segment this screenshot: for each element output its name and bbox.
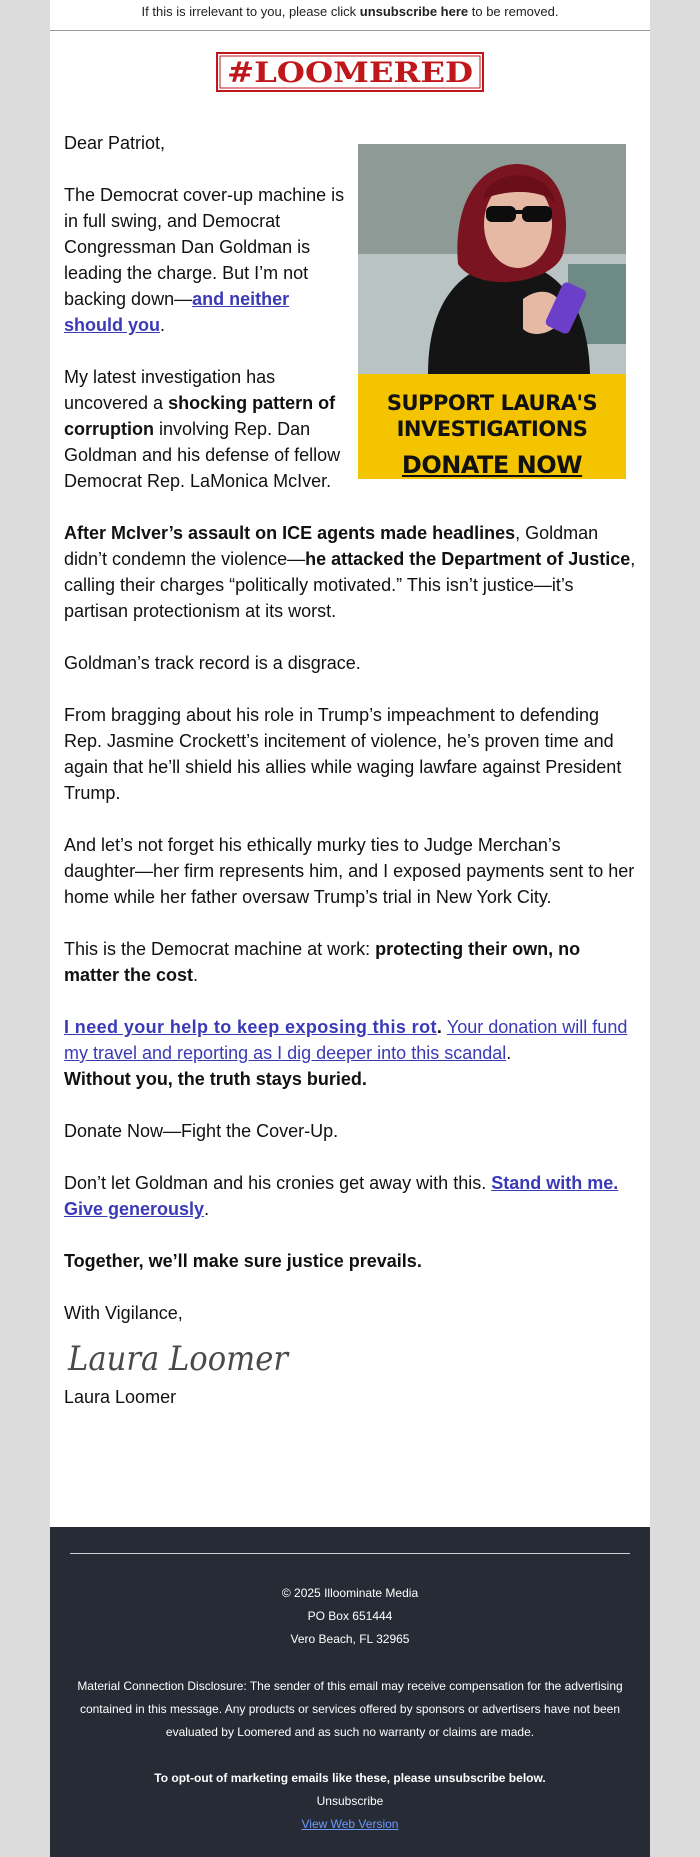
paragraph-3: After McIver’s assault on ICE agents made headlines, Goldman didn’t condemn the violence—he attacked the Department of Justice, calling their charges “politically motivated.” This isn’t justice—it’s partisan protectionism at its worst. — [64, 523, 636, 621]
signature-text: Laura Loomer — [67, 1339, 290, 1379]
paragraph-1: The Democrat cover-up machine is in full swing, and Democrat Congressman Dan Goldman is leading the charge. But I’m not backing down—and neither should you. — [64, 185, 345, 335]
unsubscribe-bar — [50, 0, 650, 31]
opt-out-text: To opt-out of marketing emails like these, please unsubscribe below. — [154, 1771, 546, 1785]
laura-photo — [358, 144, 626, 374]
email-body — [64, 130, 636, 1410]
greeting: Dear Patriot, — [64, 133, 166, 153]
topbar-prefix: If this is irrelevant to you, please click — [141, 4, 360, 19]
stand-with-me-link[interactable]: Stand with me. Give generously — [64, 1173, 619, 1219]
paragraph-5: From bragging about his role in Trump’s impeachment to defending Rep. Jasmine Crockett’s incitement of violence, he’s proven time and again that he’ll shield his allies while waging lawfare against President Trump. — [64, 705, 622, 803]
and-neither-should-you-link[interactable]: and neither should you — [64, 289, 290, 335]
paragraph-10: Don’t let Goldman and his cronies get away with this. Stand with me. Give generously. — [64, 1173, 619, 1219]
city-state: Vero Beach, FL 32965 — [290, 1632, 410, 1646]
sender-name: Laura Loomer — [64, 1387, 177, 1407]
view-web-version-link[interactable]: View Web Version — [301, 1817, 399, 1831]
closing: With Vigilance, — [64, 1303, 183, 1323]
copyright: © 2025 Illoominate Media — [281, 1586, 419, 1600]
po-box: PO Box 651444 — [307, 1609, 393, 1623]
unsubscribe-here-link[interactable]: unsubscribe here — [359, 4, 469, 19]
opt-out-section — [50, 1767, 650, 1836]
donate-now-text[interactable]: DONATE NOW — [401, 451, 583, 479]
donate-banner[interactable] — [358, 374, 626, 479]
topbar-suffix: to be removed. — [468, 4, 559, 19]
paragraph-11: Together, we’ll make sure justice prevails. — [64, 1251, 422, 1271]
email-container — [50, 0, 650, 1857]
footer-divider — [70, 1553, 630, 1554]
paragraph-6: And let’s not forget his ethically murky ties to Judge Merchan’s daughter—her firm represents him, and I exposed payments sent to her home while her father oversaw Trump’s trial in New York City. — [64, 835, 635, 907]
donation-link[interactable]: Your donation will fund my travel and reporting as I dig deeper into this scandal — [64, 1017, 628, 1063]
unsubscribe-link[interactable]: Unsubscribe — [316, 1794, 384, 1808]
loomered-logo — [216, 52, 484, 92]
paragraph-2: My latest investigation has uncovered a shocking pattern of corruption involving Rep. Dan Goldman and his defense of fellow Democrat Rep. LaMonica McIver. — [64, 367, 341, 491]
paragraph-9: Donate Now—Fight the Cover-Up. — [64, 1121, 339, 1141]
logo-text: #LOOMERED — [227, 56, 473, 89]
support-investigations-text: SUPPORT LAURA'S INVESTIGATIONS — [386, 391, 598, 441]
paragraph-8: I need your help to keep exposing this rot. Your donation will fund my travel and reporting as I dig deeper into this scandal. Without you, the truth stays buried. — [64, 1017, 628, 1089]
paragraph-4: Goldman’s track record is a disgrace. — [64, 653, 361, 673]
footer-address — [50, 1582, 650, 1651]
signature-image — [64, 1328, 294, 1384]
email-footer — [50, 1527, 650, 1857]
paragraph-7: This is the Democrat machine at work: protecting their own, no matter the cost. — [64, 939, 581, 985]
need-your-help-link[interactable]: I need your help to keep exposing this rot — [64, 1017, 437, 1037]
material-disclosure: Material Connection Disclosure: The sender of this email may receive compensation for the advertising contained in this message. Any products or services offered by sponsors or advertisers have not been evaluated by Loomered and as such no warranty or claims are made. — [77, 1679, 623, 1739]
donate-ad-banner[interactable] — [358, 144, 626, 479]
